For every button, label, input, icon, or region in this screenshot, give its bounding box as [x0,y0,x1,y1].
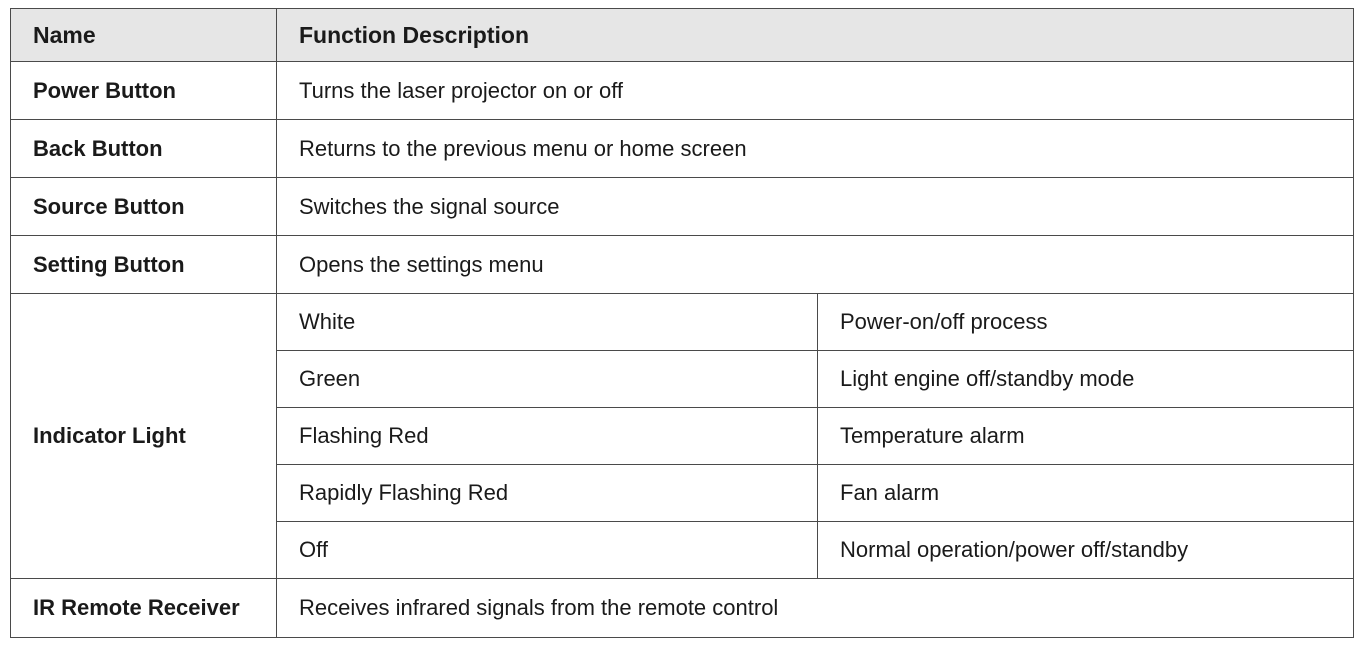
header-function-description: Function Description [277,9,1354,62]
row-name-back-button: Back Button [11,120,277,178]
indicator-state-row [11,294,1354,351]
row-name-indicator-light: Indicator Light [11,294,277,579]
row-name-setting-button: Setting Button [11,236,277,294]
table-row [11,579,1354,638]
indicator-meaning: Power-on/off process [818,294,1354,351]
row-name-power-button: Power Button [11,62,277,120]
indicator-color: Green [277,351,818,408]
table-row [11,178,1354,236]
indicator-meaning: Fan alarm [818,465,1354,522]
indicator-color: Flashing Red [277,408,818,465]
row-name-source-button: Source Button [11,178,277,236]
indicator-color: White [277,294,818,351]
indicator-meaning: Light engine off/standby mode [818,351,1354,408]
indicator-meaning: Normal operation/power off/standby [818,522,1354,579]
table-row [11,120,1354,178]
row-description: Receives infrared signals from the remote control [277,579,1354,638]
header-name: Name [11,9,277,62]
indicator-color: Off [277,522,818,579]
row-name-ir-remote-receiver: IR Remote Receiver [11,579,277,638]
table-row [11,62,1354,120]
row-description: Returns to the previous menu or home screen [277,120,1354,178]
table-row [11,236,1354,294]
indicator-color: Rapidly Flashing Red [277,465,818,522]
table-header-row [11,9,1354,62]
indicator-meaning: Temperature alarm [818,408,1354,465]
row-description: Opens the settings menu [277,236,1354,294]
function-table [10,8,1354,638]
row-description: Turns the laser projector on or off [277,62,1354,120]
row-description: Switches the signal source [277,178,1354,236]
